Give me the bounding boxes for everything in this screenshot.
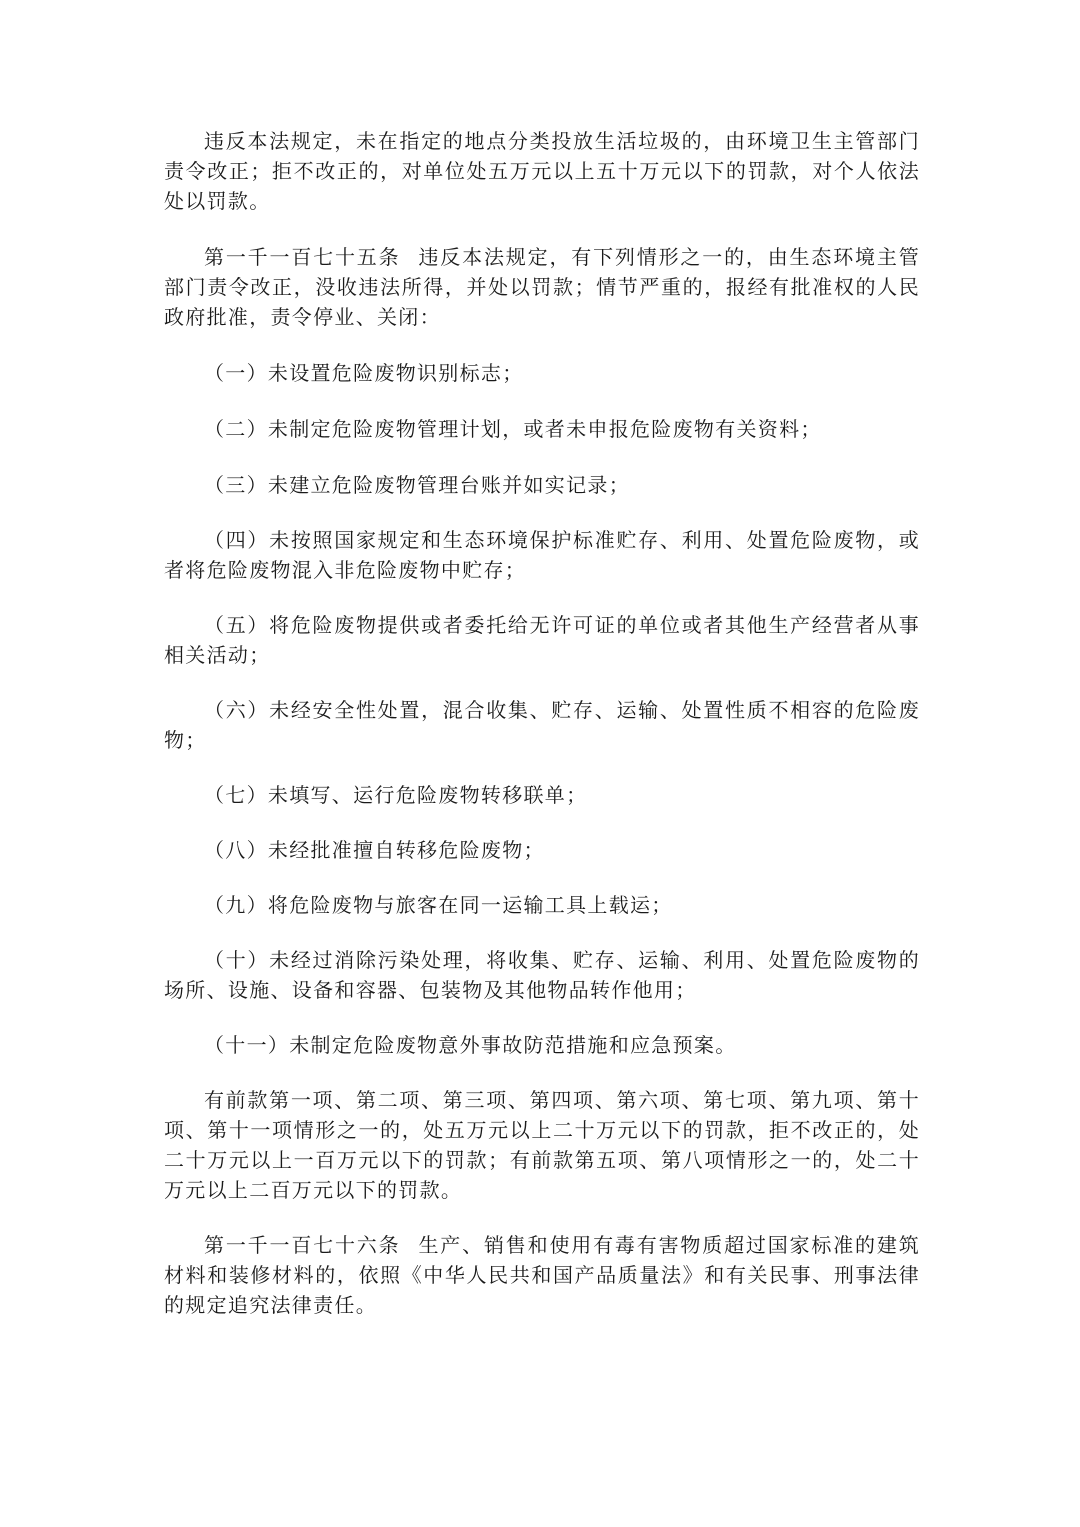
list-item-11: （十一）未制定危险废物意外事故防范措施和应急预案。 <box>204 1033 737 1057</box>
article-1175 <box>164 242 920 332</box>
list-item-5: （五）将危险废物提供或者委托给无许可证的单位或者其他生产经营者从事相关活动； <box>164 613 920 667</box>
article-1176-body: 生产、销售和使用有毒有害物质超过国家标准的建筑材料和装修材料的，依照《中华人民共和国产品质量法》和有关民事、刑事法律的规定追究法律责任。 <box>164 1233 921 1317</box>
list-item-8: （八）未经批准擅自转移危险废物； <box>204 838 545 862</box>
list-item-3: （三）未建立危险废物管理台账并如实记录； <box>204 473 630 497</box>
list-item-10: （十）未经过消除污染处理，将收集、贮存、运输、利用、处置危险废物的场所、设施、设备和容器、包装物及其他物品转作他用； <box>164 948 920 1002</box>
list-item-4: （四）未按照国家规定和生态环境保护标准贮存、利用、处置危险废物，或者将危险废物混入非危险废物中贮存； <box>164 528 920 582</box>
paragraph-penalty: 有前款第一项、第二项、第三项、第四项、第六项、第七项、第九项、第十项、第十一项情形之一的，处五万元以上二十万元以下的罚款，拒不改正的，处二十万元以上一百万元以下的罚款；有前款第五项、第八项情形之一的，处二十万元以上二百万元以下的罚款。 <box>164 1088 920 1202</box>
list-item-2: （二）未制定危险废物管理计划，或者未申报危险废物有关资料； <box>204 417 822 441</box>
paragraph-household-waste: 违反本法规定，未在指定的地点分类投放生活垃圾的，由环境卫生主管部门责令改正；拒不改正的，对单位处五万元以上五十万元以下的罚款，对个人依法处以罚款。 <box>164 129 920 213</box>
list-item-9: （九）将危险废物与旅客在同一运输工具上载运； <box>204 893 673 917</box>
document-page <box>164 126 920 1320</box>
article-1176 <box>164 1230 920 1320</box>
article-1175-heading: 第一千一百七十五条 <box>204 245 401 269</box>
list-item-7: （七）未填写、运行危险废物转移联单； <box>204 783 588 807</box>
list-item-1: （一）未设置危险废物识别标志； <box>204 361 524 385</box>
list-item-6: （六）未经安全性处置，混合收集、贮存、运输、处置性质不相容的危险废物； <box>164 698 920 752</box>
article-1175-body: 违反本法规定，有下列情形之一的，由生态环境主管部门责令改正，没收违法所得，并处以罚款；情节严重的，报经有批准权的人民政府批准，责令停业、关闭： <box>164 245 921 329</box>
article-1176-heading: 第一千一百七十六条 <box>204 1233 401 1257</box>
